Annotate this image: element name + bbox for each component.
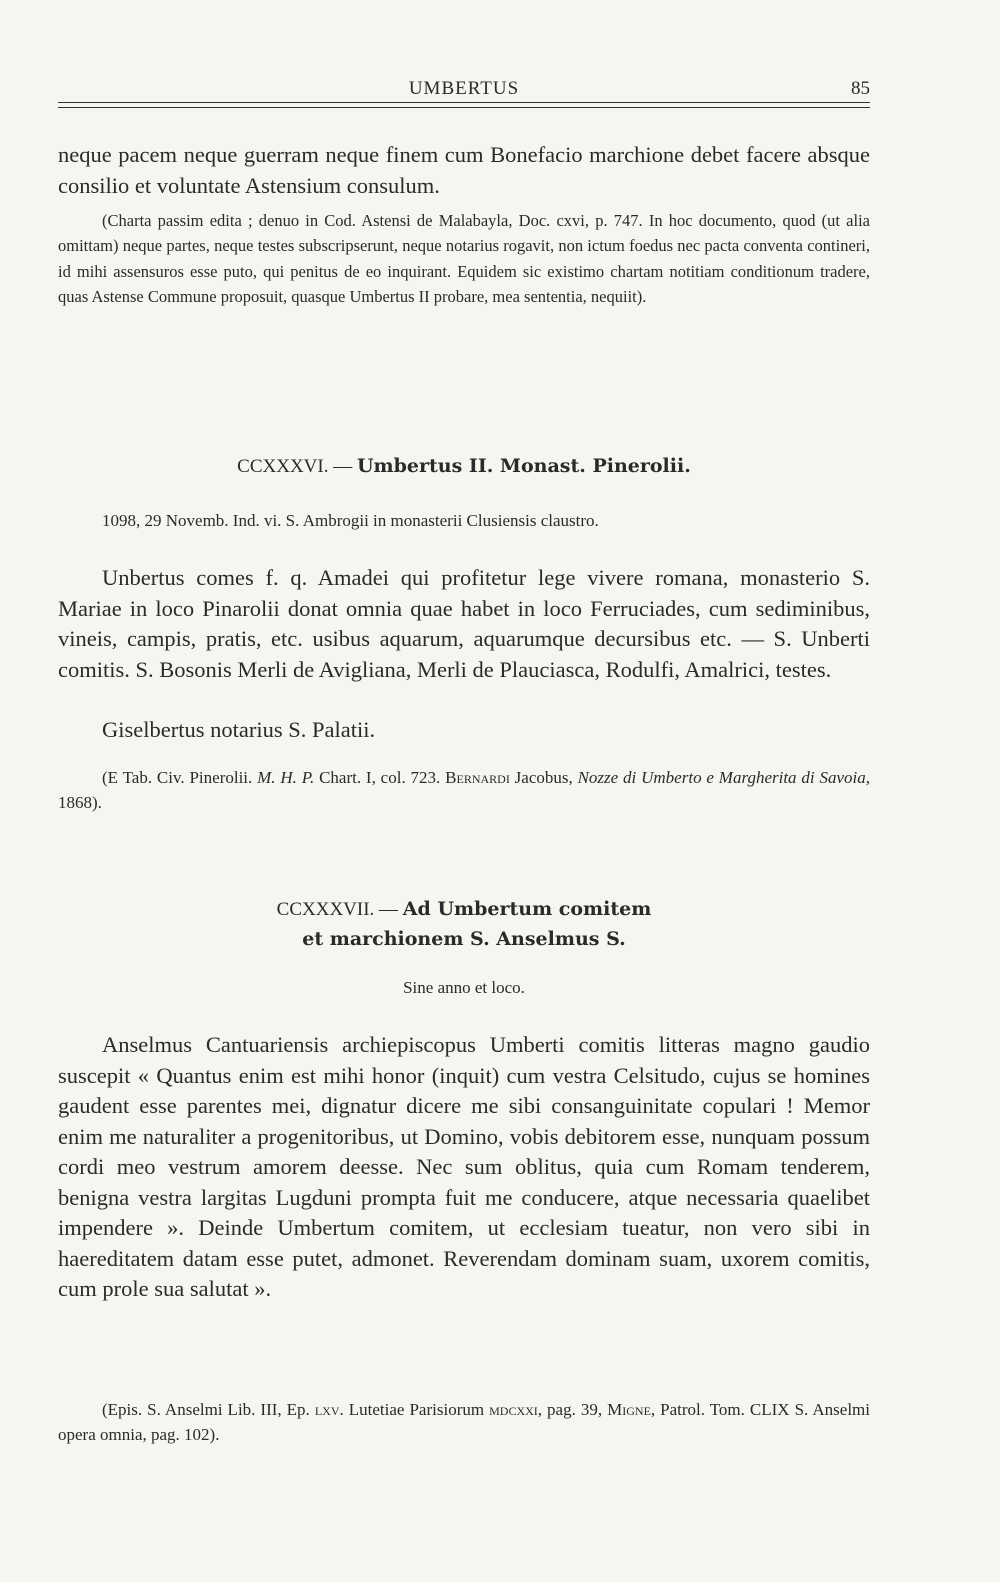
src236-b: M. H. P.	[257, 768, 315, 787]
opening-paragraph: neque pacem neque guerram neque finem cum Bonefacio marchione debet facere absque consilio et voluntate Astensium consulum.	[58, 142, 870, 198]
src236-e: Jacobus,	[509, 768, 578, 787]
doc-236-body: Unbertus comes f. q. Amadei qui profitetur lege vivere romana, monasterio S. Mariae in loco Pinarolii donat omnia quae habet in loco Ferruciades, cum sediminibus, vineis, campis, pratis, etc. usibus aquarum, aquarumque decursibus etc. — S. Unberti comitis. S. Bosonis Merli de Avigliana, Merli de Plauciasca, Rodulfi, Amalrici, testes.	[58, 565, 870, 682]
src237-e: , pag. 39,	[537, 1400, 608, 1419]
doc-236-heading	[58, 455, 870, 478]
doc-237-heading-1	[58, 898, 870, 921]
running-header	[58, 76, 870, 102]
src237-c: . Lutetiae Parisiorum	[339, 1400, 490, 1419]
src237-d: mdcxxi	[489, 1400, 538, 1419]
src236-g: 1868).	[58, 793, 102, 813]
src237-b: lxv	[314, 1400, 340, 1419]
page-number: 85	[851, 78, 870, 99]
src236-c: Chart. I, col. 723.	[314, 768, 446, 787]
header-rule-thick	[58, 102, 870, 103]
src236-a: (E Tab. Civ. Pinerolii.	[102, 768, 258, 787]
src237-f: Migne	[607, 1400, 651, 1419]
doc-237-body: Anselmus Cantuariensis archiepiscopus Umberti comitis litteras magno gaudio suscepit « Quantus enim est mihi honor (inquit) cum vestra Celsitudo, cujus se homines gaudent esse parentes mei, dignatur dicere me sibi consanguinitate copulari ! Memor enim me naturaliter a progenitoribus, ut Domino, vobis debitorem esse, nunquam possum cordi meo vestrum amorem deesse. Nec sum oblitus, quia cum Romam tenderem, benigna vestra largitas Lugduni prompta fuit me conducere, atque necessaria quaelibet impendere ». Deinde Umbertum comitem, ut ecclesiam tueatur, non vero sibi in haereditatem datam esse putet, admonet. Reverendam dominam suam, uxorem comitis, cum prole sua salutat ».	[58, 1032, 870, 1301]
doc-236-notary: Giselbertus notarius S. Palatii.	[102, 717, 376, 742]
doc-237-date: Sine anno et loco.	[403, 978, 525, 997]
doc-236-source	[58, 765, 870, 816]
doc-237-title-1: Ad Umbertum comitem	[402, 898, 652, 920]
note-charta: (Charta passim edita ; denuo in Cod. Astensi de Malabayla, Doc. cxvi, p. 747. In hoc documento, quod (ut alia omittam) neque partes, neque testes subscripserunt, neque notarius rogavit, non ictum foedus nec pacta conventa contineri, id mihi assensuros esse puto, qui penitus de eo inquirant. Equidem sic existimo chartam notitiam conditionum tradere, quas Astense Commune proposuit, quasque Umbertus II probare, mea sententia, nequiit).	[58, 211, 870, 306]
doc-236-number: CCXXXVI. —	[237, 456, 353, 477]
doc-237-source	[58, 1397, 870, 1448]
doc-237-title-2: et marchionem S. Anselmus S.	[302, 928, 626, 950]
doc-236-title: Umbertus II. Monast. Pinerolii.	[356, 455, 691, 477]
doc-236-date: 1098, 29 Novemb. Ind. vi. S. Ambrogii in monasterii Clusiensis claustro.	[102, 511, 599, 530]
running-title: UMBERTUS	[408, 78, 520, 99]
src237-a: (Epis. S. Anselmi Lib. III, Ep.	[102, 1400, 315, 1419]
src236-d: Bernardi	[445, 768, 510, 787]
src236-f: Nozze di Umberto e Margherita di Savoia,	[577, 768, 870, 787]
header-rule-thin	[58, 107, 870, 108]
doc-237-heading-2	[58, 928, 870, 951]
src237-g: , Patrol. Tom. CLIX S. Anselmi opera omnia, pag. 102).	[58, 1400, 870, 1445]
doc-237-number: CCXXXVII. —	[276, 899, 399, 920]
